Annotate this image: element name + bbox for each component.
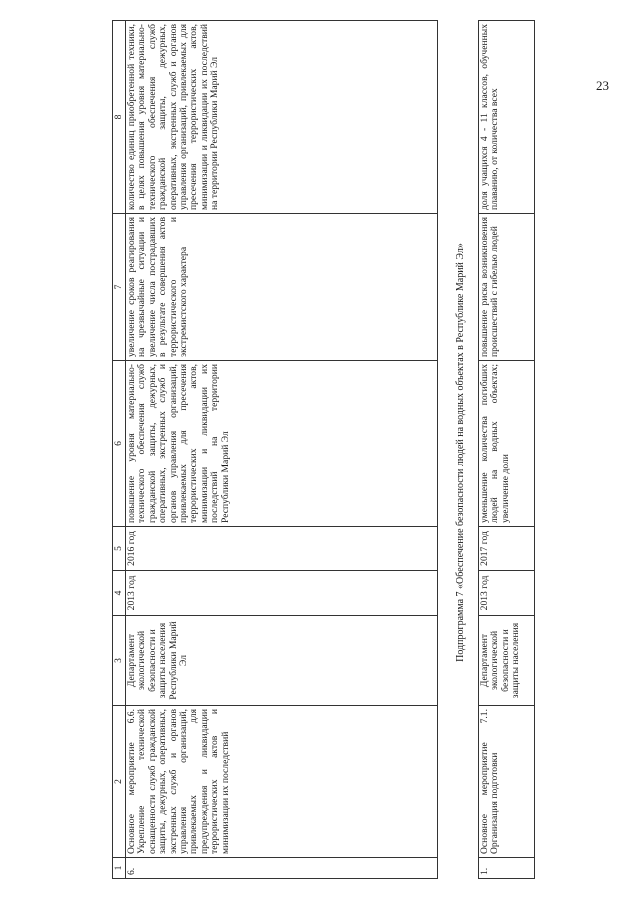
header-cell: 2	[113, 706, 126, 858]
measures-table	[112, 20, 438, 879]
measure-name: Основное мероприятие 7.1. Организация подготовки	[479, 706, 535, 858]
subprogram-title: Подпрограмма 7 «Обеспечение безопасности людей на водных объектах в Республике Марий Эл»	[455, 243, 466, 662]
executor: Департамент экологической безопасности и защиты населения	[479, 616, 535, 706]
measure-name: Основное мероприятие 6.6. Укрепление технической оснащенности служб гражданской защиты, дежурных, оперативных, экстренных служб и органов управления организаций, привлекаемых для предупреждения и ликвидации террористических актов и минимизации их последствий	[126, 706, 438, 858]
start-year: 2013 год	[126, 571, 438, 616]
header-cell: 5	[113, 527, 126, 571]
row-number: 1.	[479, 858, 535, 879]
header-cell: 1	[113, 858, 126, 879]
start-year: 2013 год	[479, 571, 535, 616]
consequence: увеличение сроков реагирования на чрезвычайные ситуации и увеличение числа пострадавших в результате совершения актов террористического и экстремистского характера	[126, 214, 438, 361]
table-row	[126, 21, 438, 879]
header-cell: 6	[113, 361, 126, 527]
page-number: 23	[596, 78, 609, 93]
header-row	[113, 21, 126, 879]
row-number: 6.	[126, 858, 438, 879]
end-year: 2016 год	[126, 527, 438, 571]
indicator: доля учащихся 4 - 11 классов, обученных плаванию, от количества всех	[479, 21, 535, 214]
expected-result: уменьшение количества погибших людей на водных объектах; увеличение доли	[479, 361, 535, 527]
consequence: повышение риска возникновения происшествий с гибелью людей	[479, 214, 535, 361]
header-cell: 3	[113, 616, 126, 706]
header-cell: 7	[113, 214, 126, 361]
header-cell: 4	[113, 571, 126, 616]
measures-table-continued	[478, 20, 535, 879]
table-row	[479, 21, 535, 879]
expected-result: повышение уровня материально-технического обеспечения служб гражданской защиты, дежурных, оперативных, экстренных служб и органов управления организаций, привлекаемых для пресечения террористических актов, минимизации и ликвидации их последствий на территории Республики Марий Эл	[126, 361, 438, 527]
end-year: 2017 год	[479, 527, 535, 571]
executor: Департамент экологической безопасности и защиты населения Республики Марий Эл	[126, 616, 438, 706]
indicator: количество единиц приобретенной техники, в целях повышения уровня материально-технического обеспечения служб гражданской защиты, дежурных, оперативных, экстренных служб и органов управления организаций, привлекаемых для пресечения террористических актов, минимизации и ликвидации их последствий на территории Республики Марий Эл	[126, 21, 438, 214]
header-cell: 8	[113, 21, 126, 214]
